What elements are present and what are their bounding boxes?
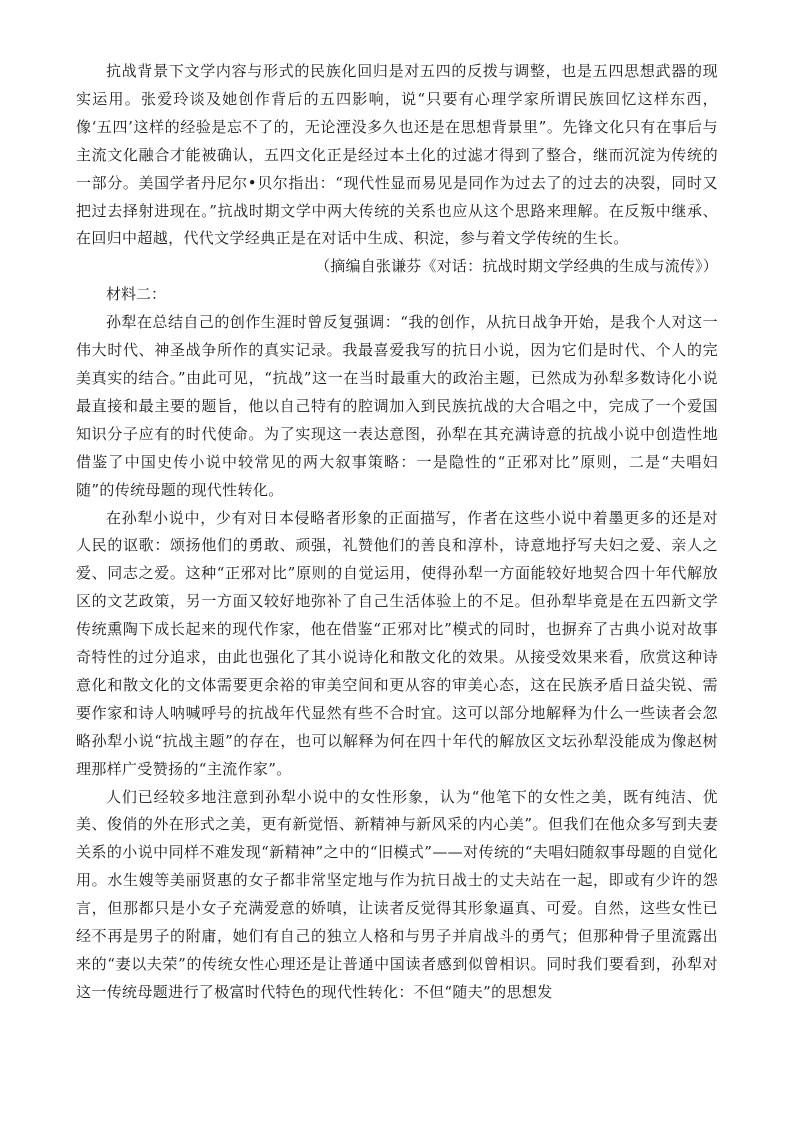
material-heading: 材料二： xyxy=(106,285,167,304)
paragraph-1: 抗战背景下文学内容与形式的民族化回归是对五四的反拨与调整，也是五四思想武器的现实运用。张爱玲谈及她创作背后的五四影响，说“只要有心理学家所谓民族回忆这样东西，像‘五四’这样的经验是忘不了的，无论湮没多久也还是在思想背景里”。先锋文化只有在事后与主流文化融合才能被确认，五四文化正是经过本土化的过滤才得到了整合，继而沉淀为传统的一部分。美国学者丹尼尔•贝尔指出：“现代性显而易见是同作为过去了的过去的决裂，同时又把过去择射进现在。”抗战时期文学中两大传统的关系也应从这个思路来理解。在反叛中继承、在回归中超越，代代文学经典正是在对话中生成、积淀，参与着文学传统的生长。 xyxy=(76,62,718,248)
paragraph-3: 在孙犁小说中，少有对日本侵略者形象的正面描写，作者在这些小说中着墨更多的还是对人民的讴歌：颂扬他们的勇敢、顽强，礼赞他们的善良和淳朴，诗意地抒写夫妇之爱、亲人之爱、同志之爱。这种“正邪对比”原则的自觉运用，使得孙犁一方面能较好地契合四十年代解放区的文艺政策，另一方面又较好地弥补了自己生活体验上的不足。但孙犁毕竟是在五四新文学传统熏陶下成长起来的现代作家，他在借鉴“正邪对比”模式的同时，也摒弃了古典小说对故事奇特性的过分追求，由此也强化了其小说诗化和散文化的效果。从接受效果来看，欣赏这种诗意化和散文化的文体需要更余裕的审美空间和更从容的审美心态，这在民族矛盾日益尖锐、需要作家和诗人呐喊呼号的抗战年代显然有些不合时宜。这可以部分地解释为什么一些读者会忽略孙犁小说“抗战主题”的存在，也可以解释为何在四十年代的解放区文坛孙犁没能成为像赵树理那样广受赞扬的“主流作家”。 xyxy=(76,508,718,778)
paragraph-2: 孙犁在总结自己的创作生涯时曾反复强调：“我的创作，从抗日战争开始，是我个人对这一伟大时代、神圣战争所作的真实记录。我最喜爱我写的抗日小说，因为它们是时代、个人的完美真实的结合。”由此可见，“抗战”这一在当时最重大的政治主题，已然成为孙犁多数诗化小说最直接和最主要的题旨，他以自己特有的腔调加入到民族抗战的大合唱之中，完成了一个爱国知识分子应有的时代使命。为了实现这一表达意图，孙犁在其充满诗意的抗战小说中创造性地借鉴了中国史传小说中较常见的两大叙事策略：一是隐性的“正邪对比”原则，二是“夫唱妇随”的传统母题的现代性转化。 xyxy=(76,313,718,499)
document-page xyxy=(76,58,718,1007)
paragraph-4: 人们已经较多地注意到孙犁小说中的女性形象，认为“他笔下的女性之美，既有纯洁、优美、俊俏的外在形式之美，更有新觉悟、新精神与新风采的内心美”。但我们在他众多写到夫妻关系的小说中同样不难发现“新精神”之中的“旧模式”——对传统的“夫唱妇随叙事母题的自觉化用。水生嫂等美丽贤惠的女子都非常坚定地与作为抗日战士的丈夫站在一起，即或有少许的怨言，但那都只是小女子充满爱意的娇嗔，让读者反觉得其形象逼真、可爱。自然，这些女性已经不再是男子的附庸，她们有自己的独立人格和与男子并肩战斗的勇气；但那种骨子里流露出来的“妻以夫荣”的传统女性心理还是让普通中国读者感到似曾相识。同时我们要看到，孙犁对这一传统母题进行了极富时代特色的现代性转化：不但“随夫”的思想发 xyxy=(76,787,718,1001)
source-citation: （摘编自张谦芬《对话：抗战时期文学经典的生成与流传》） xyxy=(315,257,718,276)
